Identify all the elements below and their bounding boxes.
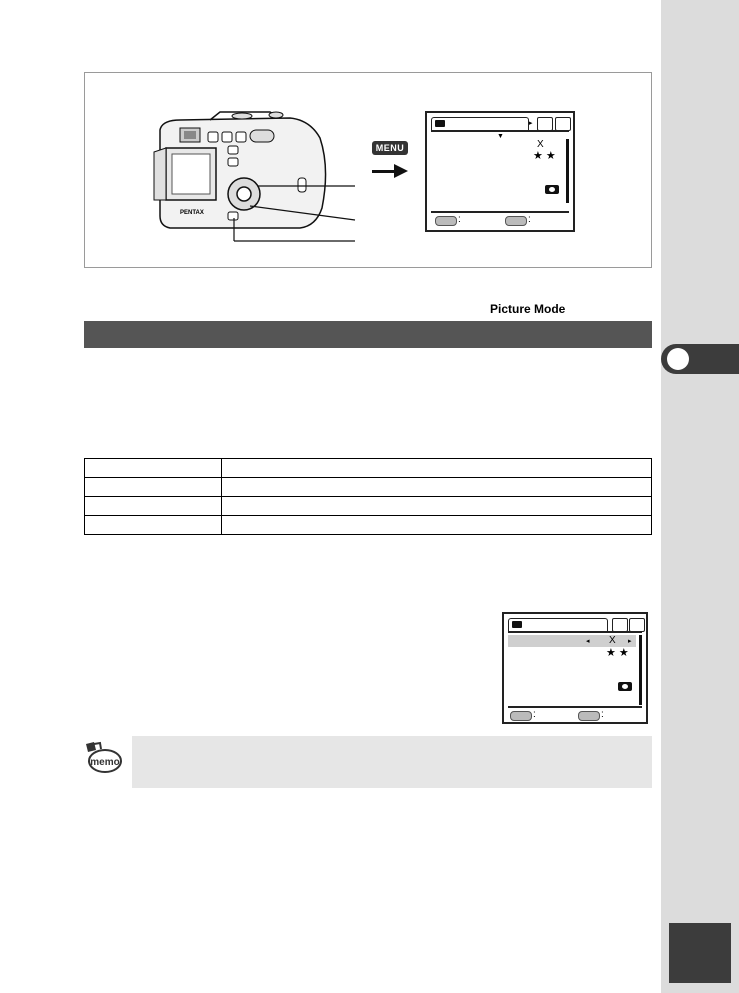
table-cell	[85, 497, 222, 516]
table-cell	[222, 459, 652, 478]
table-cell	[85, 516, 222, 535]
lcd-divider-bottom	[508, 706, 642, 708]
arrow-shaft	[372, 170, 396, 173]
lcd-down-arrow-icon: ▼	[497, 133, 504, 140]
playback-tab-icon	[537, 117, 553, 131]
lcd-colon: :	[533, 709, 536, 720]
metering-icon	[545, 185, 559, 194]
svg-text:PENTAX: PENTAX	[180, 210, 204, 216]
menu-pill-icon	[510, 711, 532, 721]
lcd-colon: :	[458, 214, 461, 225]
camera-icon	[435, 120, 445, 127]
lcd-scrollbar	[639, 635, 642, 705]
camera-icon	[512, 621, 522, 628]
setup-tab-icon	[629, 618, 645, 632]
picture-mode-label: Picture Mode	[490, 302, 566, 316]
lcd-colon: :	[528, 214, 531, 225]
tab-arrow-icon: ▸	[529, 120, 533, 127]
side-tab	[661, 0, 739, 993]
right-arrow-icon: ▸	[628, 638, 632, 645]
lcd-value-resolution: X	[537, 139, 544, 150]
ok-pill-icon	[578, 711, 600, 721]
lcd-screen-top	[425, 111, 575, 232]
table-row	[85, 497, 652, 516]
chapter-marker-icon	[667, 348, 689, 370]
left-arrow-icon: ◂	[586, 638, 590, 645]
table-cell	[222, 497, 652, 516]
lcd-screen-bottom	[502, 612, 648, 724]
lcd-tab-capture	[431, 117, 529, 130]
svg-text:memo: memo	[90, 757, 120, 768]
memo-box	[132, 736, 652, 788]
page-number	[669, 923, 731, 983]
lcd-divider	[508, 631, 642, 633]
lcd-scrollbar	[566, 139, 569, 203]
setup-tab-icon	[555, 117, 571, 131]
arrow-right-icon	[394, 164, 408, 178]
table-cell	[222, 478, 652, 497]
table-cell	[85, 478, 222, 497]
settings-table	[84, 458, 652, 535]
lcd-tab-bar	[431, 117, 569, 131]
table-row	[85, 516, 652, 535]
table-cell	[222, 516, 652, 535]
table-cell	[85, 459, 222, 478]
metering-icon	[618, 682, 632, 691]
menu-pill-icon	[435, 216, 457, 226]
lcd-value-quality: ★ ★	[606, 647, 629, 659]
lcd-tab-capture	[508, 618, 608, 631]
section-header-bar	[84, 321, 652, 348]
lcd-divider-bottom	[431, 211, 569, 213]
table-row	[85, 478, 652, 497]
lcd-colon: :	[601, 709, 604, 720]
camera-illustration-icon	[150, 108, 360, 253]
menu-button-icon: MENU	[372, 141, 408, 155]
lcd-value-resolution: X	[609, 635, 616, 646]
selected-row-highlight	[508, 635, 636, 647]
lcd-value-quality: ★ ★	[533, 150, 556, 162]
table-row	[85, 459, 652, 478]
lcd-tab-bar	[508, 618, 642, 632]
playback-tab-icon	[612, 618, 628, 632]
ok-pill-icon	[505, 216, 527, 226]
memo-icon	[84, 740, 122, 774]
